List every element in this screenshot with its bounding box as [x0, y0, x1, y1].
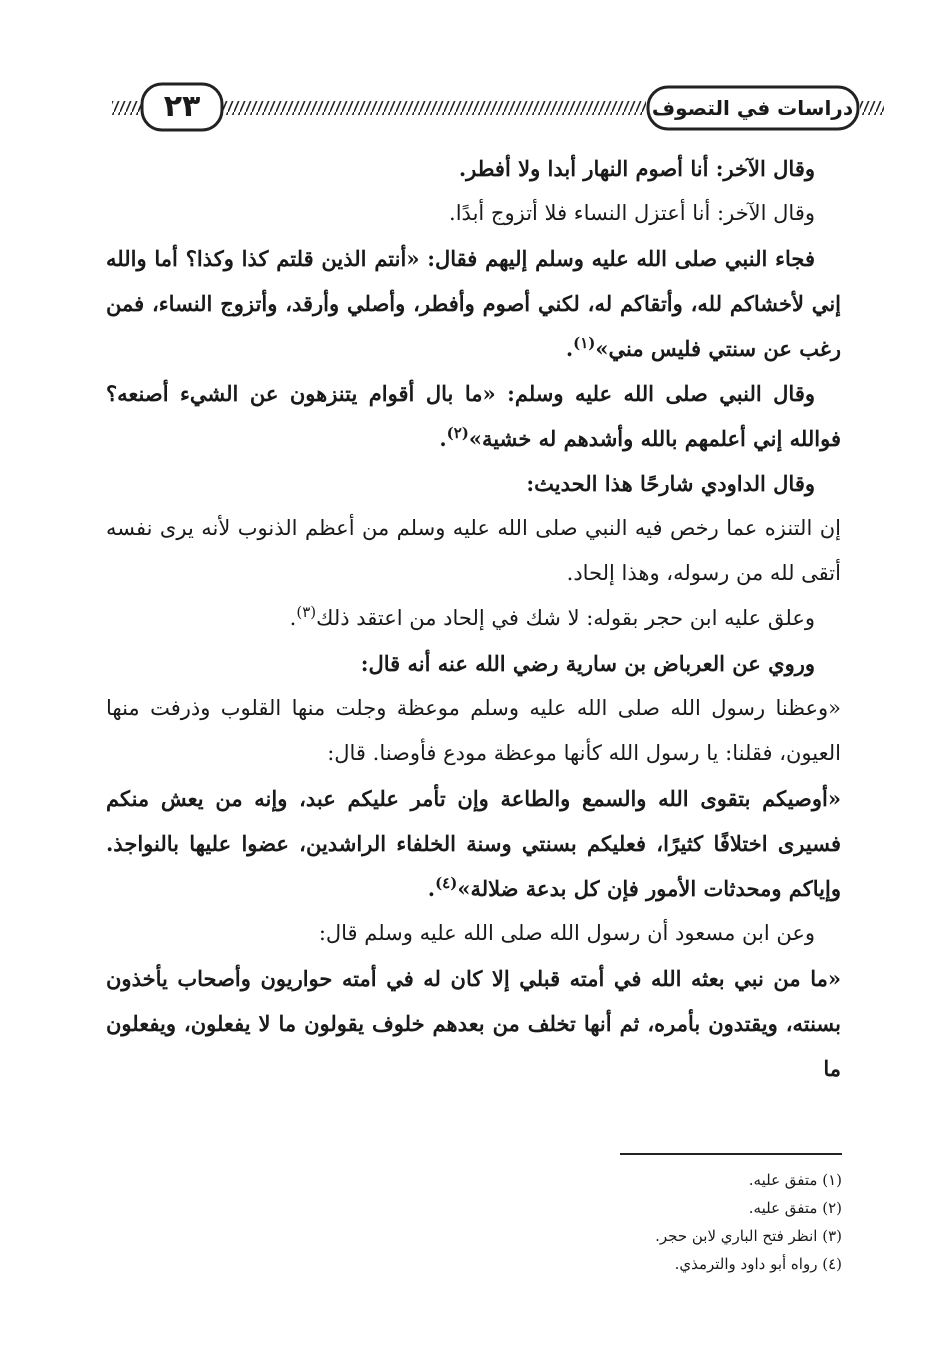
paragraph-8: وروي عن العرباض بن سارية رضي الله عنه أنه قال:	[360, 651, 815, 676]
page-header	[0, 0, 944, 150]
footnote-2: (٢) متفق عليه.	[748, 1199, 842, 1217]
paragraph-10: «أوصيكم بتقوى الله والسمع والطاعة وإن تأمر عليكم عبد، وإنه من يعش منكم فسيرى اختلافًا كثيرًا، فعليكم بسنتي وسنة الخلفاء الراشدين، عضوا عليها بالنواجذ. وإياكم ومحدثات الأمور فإن كل بدعة ضلالة»$^{(٤)}$.	[106, 786, 841, 901]
paragraph-7: وعلق عليه ابن حجر بقوله: لا شك في إلحاد من اعتقد ذلك$^{(٣)}$.	[289, 603, 815, 630]
paragraph-3: فجاء النبي صلى الله عليه وسلم إليهم فقال: «أنتم الذين قلتم كذا وكذا؟ أما والله إني لأخشاكم لله، وأتقاكم له، لكني أصوم وأفطر، وأصلي وأرقد، وأتزوج النساء، فمن رغب عن سنتي فليس مني»$^{(١)}$.	[106, 246, 841, 361]
paragraph-2: وقال الآخر: أنا أعتزل النساء فلا أتزوج أبدًا.	[449, 201, 815, 225]
main-text	[106, 146, 841, 1091]
paragraph-11: وعن ابن مسعود أن رسول الله صلى الله عليه وسلم قال:	[318, 921, 815, 945]
hatch-band-middle	[222, 101, 646, 115]
hatch-band-right	[860, 101, 884, 115]
footnote-4: (٤) رواه أبو داود والترمذي.	[674, 1255, 842, 1273]
paragraph-9: «وعظنا رسول الله صلى الله عليه وسلم موعظة وجلت منها القلوب وذرفت منها العيون، فقلنا: يا رسول الله كأنها موعظة مودع فأوصنا. قال:	[106, 696, 841, 765]
page-number: ٢٣	[163, 89, 201, 124]
footnote-divider	[620, 1153, 842, 1155]
paragraph-6: إن التنزه عما رخص فيه النبي صلى الله عليه وسلم من أعظم الذنوب لأنه يرى نفسه أتقى لله من رسوله، وهذا إلحاد.	[106, 516, 841, 585]
footnote-ref-3: (٣)	[296, 603, 317, 621]
book-title: دراسات في التصوف	[651, 96, 854, 120]
footnote-1: (١) متفق عليه.	[748, 1171, 842, 1189]
footnote-ref-1: (١)	[573, 334, 596, 352]
footnote-ref-4: (٤)	[435, 874, 458, 892]
footnotes	[400, 1166, 842, 1278]
paragraph-1: وقال الآخر: أنا أصوم النهار أبدا ولا أفطر.	[458, 156, 815, 181]
paragraph-4: وقال النبي صلى الله عليه وسلم: «ما بال أقوام يتنزهون عن الشيء أصنعه؟ فوالله إني أعلمهم بالله وأشدهم له خشية»$^{(٢)}$.	[106, 381, 841, 451]
footnote-ref-2: (٢)	[446, 424, 469, 442]
footnote-3: (٣) انظر فتح الباري لابن حجر.	[655, 1227, 842, 1245]
paragraph-12: «ما من نبي بعثه الله في أمته قبلي إلا كان له في أمته حواريون وأصحاب يأخذون بسنته، ويقتدون بأمره، ثم أنها تخلف من بعدهم خلوف يقولون ما لا يفعلون، ويفعلون ما	[106, 966, 841, 1081]
paragraph-5: وقال الداودي شارحًا هذا الحديث:	[526, 471, 815, 496]
